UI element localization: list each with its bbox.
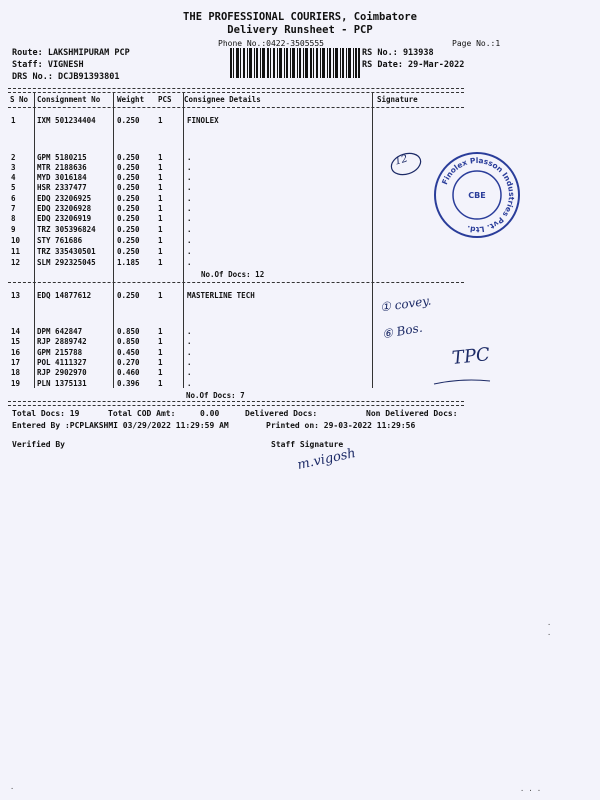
row-sno: 11 (11, 247, 21, 256)
row-weight: 0.850 (117, 337, 140, 346)
speck: · (547, 621, 552, 629)
row-details: . (187, 358, 192, 367)
row-sno: 6 (11, 194, 16, 203)
row-weight: 0.250 (117, 204, 140, 213)
row-details: . (187, 236, 192, 245)
speck: · (10, 785, 15, 793)
row-pcs: 1 (158, 163, 163, 172)
row-pcs: 1 (158, 225, 163, 234)
col-pcs: PCS (158, 95, 172, 104)
row-pcs: 1 (158, 204, 163, 213)
row-details: . (187, 258, 192, 267)
row-sno: 2 (11, 153, 16, 162)
stamp-text: Finolex Plasson Industries Pvt. Ltd. (440, 155, 517, 235)
row-details: . (187, 379, 192, 388)
table-row (0, 327, 600, 337)
row-weight: 0.250 (117, 153, 140, 162)
row-details: FINOLEX (187, 116, 219, 125)
row-consignment: DPM 642847 (37, 327, 83, 336)
barcode (230, 48, 360, 78)
phone-number: Phone No.:0422-3505555 (218, 39, 324, 48)
divider (8, 401, 464, 402)
row-sno: 16 (11, 348, 21, 357)
printed-on: Printed on: 29-03-2022 11:29:56 (266, 421, 416, 430)
note-covey: ① covey. (379, 293, 433, 315)
table-row (0, 291, 600, 301)
row-sno: 18 (11, 368, 21, 377)
row-details: . (187, 204, 192, 213)
note-box: ⑥ Bos. (381, 320, 424, 342)
row-weight: 0.250 (117, 173, 140, 182)
row-details: . (187, 163, 192, 172)
row-pcs: 1 (158, 116, 163, 125)
row-details: . (187, 183, 192, 192)
stamp-center: CBE (468, 191, 486, 200)
row-details: . (187, 368, 192, 377)
row-pcs: 1 (158, 327, 163, 336)
row-details: . (187, 194, 192, 203)
row-consignment: TRZ 335430501 (37, 247, 96, 256)
entered-by: Entered By :PCPLAKSHMI 03/29/2022 11:29:59 AM (12, 421, 229, 430)
circled-count: 12 (393, 153, 409, 168)
row-consignment: EDQ 23206925 (37, 194, 92, 203)
row-consignment: PLN 1375131 (37, 379, 87, 388)
group-doc-count: No.Of Docs: 12 (201, 270, 265, 279)
row-details: . (187, 214, 192, 223)
row-sno: 7 (11, 204, 16, 213)
row-consignment: RJP 2902970 (37, 368, 87, 377)
row-consignment: EDQ 23206919 (37, 214, 92, 223)
verified-by: Verified By (12, 440, 65, 449)
row-pcs: 1 (158, 379, 163, 388)
table-row (0, 379, 600, 389)
table-row (0, 116, 600, 126)
row-consignment: RJP 2889742 (37, 337, 87, 346)
row-sno: 12 (11, 258, 21, 267)
table-row (0, 258, 600, 268)
row-pcs: 1 (158, 153, 163, 162)
row-consignment: TRZ 305396824 (37, 225, 96, 234)
row-sno: 8 (11, 214, 16, 223)
row-consignment: STY 761686 (37, 236, 83, 245)
row-sno: 17 (11, 358, 21, 367)
col-weight: Weight (117, 95, 145, 104)
table-row (0, 348, 600, 358)
row-weight: 0.250 (117, 214, 140, 223)
row-sno: 5 (11, 183, 16, 192)
row-pcs: 1 (158, 173, 163, 182)
row-pcs: 1 (158, 348, 163, 357)
company-stamp (432, 150, 522, 240)
row-consignment: EDQ 14877612 (37, 291, 92, 300)
col-signature: Signature (377, 95, 418, 104)
row-weight: 0.270 (117, 358, 140, 367)
drs-number: DRS No.: DCJB91393801 (12, 72, 120, 82)
row-pcs: 1 (158, 194, 163, 203)
rs-date: RS Date: 29-Mar-2022 (362, 60, 465, 70)
row-consignment: HSR 2337477 (37, 183, 87, 192)
row-consignment: GPM 215788 (37, 348, 83, 357)
row-sno: 19 (11, 379, 21, 388)
row-details: . (187, 327, 192, 336)
runsheet-title: Delivery Runsheet - PCP (227, 24, 373, 36)
row-sno: 4 (11, 173, 16, 182)
page-number: Page No.:1 (452, 39, 501, 48)
row-consignment: POL 4111327 (37, 358, 87, 367)
row-weight: 0.250 (117, 225, 140, 234)
speck: · (547, 631, 552, 639)
group-doc-count: No.Of Docs: 7 (186, 391, 245, 400)
row-weight: 0.250 (117, 183, 140, 192)
non-delivered-docs: Non Delivered Docs: (366, 409, 458, 418)
table-row (0, 337, 600, 347)
row-sno: 3 (11, 163, 16, 172)
initials: TPC (451, 344, 491, 369)
rs-number: RS No.: 913938 (362, 48, 434, 58)
table-row (0, 247, 600, 257)
row-pcs: 1 (158, 358, 163, 367)
row-pcs: 1 (158, 247, 163, 256)
row-pcs: 1 (158, 337, 163, 346)
row-pcs: 1 (158, 291, 163, 300)
row-consignment: MYD 3016184 (37, 173, 87, 182)
row-weight: 1.185 (117, 258, 140, 267)
row-sno: 14 (11, 327, 21, 336)
col-consignee-details: Consignee Details (184, 95, 261, 104)
row-sno: 13 (11, 291, 21, 300)
row-weight: 0.250 (117, 116, 140, 125)
speck: · · · (520, 787, 542, 795)
row-weight: 0.450 (117, 348, 140, 357)
row-pcs: 1 (158, 183, 163, 192)
total-cod-label: Total COD Amt: (108, 409, 176, 418)
route: Route: LAKSHMIPURAM PCP (12, 48, 130, 58)
delivered-docs: Delivered Docs: (245, 409, 318, 418)
divider (8, 282, 464, 283)
staff: Staff: VIGNESH (12, 60, 84, 70)
row-details: . (187, 247, 192, 256)
row-details: . (187, 337, 192, 346)
row-consignment: MTR 2188636 (37, 163, 87, 172)
divider (8, 92, 464, 93)
row-consignment: SLM 292325045 (37, 258, 96, 267)
staff-signature-label: Staff Signature (271, 440, 344, 449)
divider (8, 88, 464, 89)
row-details: . (187, 173, 192, 182)
company-title: THE PROFESSIONAL COURIERS, Coimbatore (183, 11, 417, 23)
row-details: . (187, 153, 192, 162)
row-sno: 1 (11, 116, 16, 125)
row-weight: 0.850 (117, 327, 140, 336)
row-sno: 10 (11, 236, 21, 245)
table-row (0, 358, 600, 368)
row-sno: 9 (11, 225, 16, 234)
row-weight: 0.250 (117, 291, 140, 300)
row-pcs: 1 (158, 214, 163, 223)
row-weight: 0.250 (117, 236, 140, 245)
row-weight: 0.250 (117, 163, 140, 172)
row-details: . (187, 348, 192, 357)
row-sno: 15 (11, 337, 21, 346)
total-cod-value: 0.00 (200, 409, 220, 418)
col-sno: S No (10, 95, 29, 104)
table-row (0, 368, 600, 378)
row-details: MASTERLINE TECH (187, 291, 255, 300)
row-weight: 0.250 (117, 194, 140, 203)
row-consignment: IXM 501234404 (37, 116, 96, 125)
divider (8, 405, 464, 406)
col-consignment: Consignment No (37, 95, 101, 104)
row-consignment: GPM 5180215 (37, 153, 87, 162)
staff-signature: m.vigosh (296, 446, 358, 473)
row-weight: 0.396 (117, 379, 140, 388)
row-consignment: EDQ 23206928 (37, 204, 92, 213)
row-weight: 0.460 (117, 368, 140, 377)
initials-underline (432, 378, 492, 386)
total-docs: Total Docs: 19 (12, 409, 80, 418)
row-pcs: 1 (158, 236, 163, 245)
row-pcs: 1 (158, 368, 163, 377)
row-details: . (187, 225, 192, 234)
row-weight: 0.250 (117, 247, 140, 256)
divider (8, 107, 464, 108)
row-pcs: 1 (158, 258, 163, 267)
